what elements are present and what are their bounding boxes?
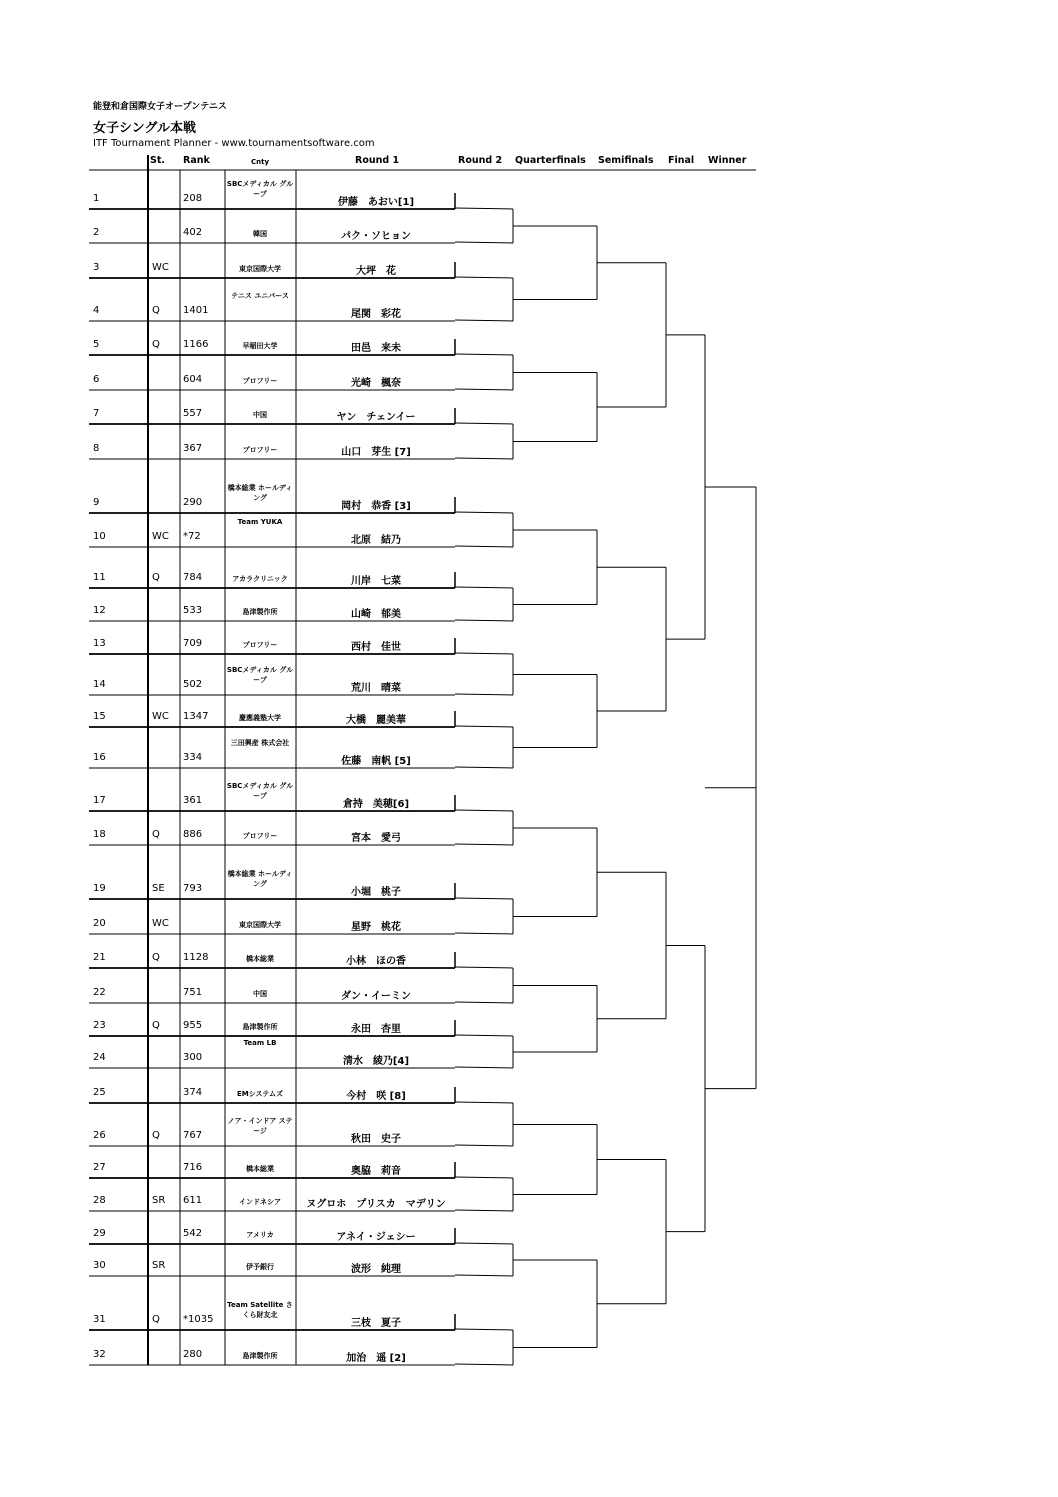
draw-position: 16: [93, 752, 106, 763]
player-country: アカラクリニック: [232, 575, 288, 583]
player-rank: 300: [183, 1052, 203, 1063]
col-header-semifinals: Semifinals: [598, 155, 654, 166]
player-country: Team YUKA: [237, 518, 283, 526]
draw-position: 23: [93, 1020, 106, 1031]
draw-position: 2: [93, 227, 100, 238]
event-title: 女子シングル本戦: [93, 121, 197, 136]
player-name: 倉持 美穂[6]: [342, 799, 410, 810]
draw-position: 28: [93, 1195, 106, 1206]
player-name: 奥脇 莉音: [351, 1166, 401, 1177]
player-rank: 542: [183, 1228, 203, 1239]
player-rank: 374: [183, 1087, 203, 1098]
draw-position: 12: [93, 605, 106, 616]
player-rank: 402: [183, 227, 203, 238]
entry-status: Q: [152, 305, 160, 316]
player-country: テニス ユニバース: [231, 292, 289, 300]
player-country: 中国: [253, 411, 267, 419]
player-country: 韓国: [253, 230, 267, 238]
player-rank: 1166: [183, 339, 209, 350]
bracket-line: [455, 1102, 513, 1103]
player-rank: 1128: [183, 952, 209, 963]
player-country: 東京国際大学: [239, 265, 281, 273]
player-country: ノア・インドア ステージ: [227, 1117, 293, 1135]
draw-position: 22: [93, 987, 106, 998]
player-name: アネイ・ジェシー: [336, 1232, 416, 1243]
player-country: SBCメディカル グループ: [226, 782, 294, 800]
bracket-line: [455, 844, 513, 845]
player-name: 北原 結乃: [351, 535, 401, 546]
player-rank: 1347: [183, 711, 209, 722]
bracket-line: [455, 726, 513, 727]
draw-position: 8: [93, 443, 100, 454]
col-header-round1: Round 1: [355, 155, 400, 166]
bracket-line: [455, 242, 513, 243]
draw-position: 30: [93, 1260, 106, 1271]
draw-position: 13: [93, 638, 106, 649]
player-name: 尾関 彩花: [351, 309, 401, 320]
player-country: 伊予銀行: [246, 1263, 274, 1271]
player-rank: 208: [183, 193, 203, 204]
draw-position: 9: [93, 497, 100, 508]
draw-position: 18: [93, 829, 106, 840]
player-name: 小林 ほの香: [346, 956, 406, 967]
col-header-round2: Round 2: [458, 155, 503, 166]
player-country: プロフリー: [242, 832, 278, 840]
draw-position: 7: [93, 408, 100, 419]
player-name: 永田 杏里: [351, 1024, 401, 1035]
bracket-line: [455, 354, 513, 355]
player-country: 島津製作所: [242, 1023, 278, 1031]
bracket-line: [455, 458, 513, 459]
player-country: EMシステムズ: [236, 1090, 284, 1098]
draw-position: 3: [93, 262, 100, 273]
bracket-line: [455, 546, 513, 547]
player-name: ダン・イーミン: [340, 991, 412, 1002]
draw-position: 27: [93, 1162, 106, 1173]
entry-status: Q: [152, 829, 160, 840]
bracket-line: [455, 277, 513, 278]
bracket-line: [455, 1145, 513, 1146]
entry-status: Q: [152, 572, 160, 583]
player-name: 秋田 史子: [351, 1134, 401, 1145]
player-rank: 361: [183, 795, 203, 806]
player-country: 慶應義塾大学: [239, 714, 281, 722]
player-country: 橋本総業: [246, 1165, 274, 1173]
entry-status: Q: [152, 1020, 160, 1031]
player-name: 三枝 夏子: [351, 1318, 401, 1329]
draw-position: 17: [93, 795, 106, 806]
player-rank: 955: [183, 1020, 203, 1031]
player-name: 宮本 愛弓: [351, 833, 401, 844]
bracket-line: [455, 512, 513, 513]
player-country: プロフリー: [242, 377, 278, 385]
player-rank: 502: [183, 679, 203, 690]
player-name: 佐藤 南帆 [5]: [341, 756, 411, 767]
player-name: 荒川 晴菜: [351, 683, 401, 694]
player-name: 西村 佳世: [351, 642, 401, 653]
player-country: 早稲田大学: [242, 342, 278, 350]
bracket-line: [455, 1210, 513, 1211]
software-credit: ITF Tournament Planner - www.tournamentsoftware.com: [93, 138, 375, 149]
entry-status: Q: [152, 952, 160, 963]
bracket-line: [455, 1035, 513, 1036]
player-country: インドネシア: [239, 1198, 281, 1206]
player-rank: 716: [183, 1162, 203, 1173]
player-name: 岡村 恭香 [3]: [341, 501, 411, 512]
player-rank: 767: [183, 1130, 203, 1141]
player-country: 東京国際大学: [239, 921, 281, 929]
entry-status: Q: [152, 1314, 160, 1325]
draw-position: 11: [93, 572, 106, 583]
entry-status: SR: [152, 1195, 166, 1206]
player-country: プロフリー: [242, 446, 278, 454]
draw-position: 25: [93, 1087, 106, 1098]
player-country: 橋本総業 ホールディング: [227, 870, 293, 888]
entry-status: SE: [152, 883, 165, 894]
draw-position: 1: [93, 193, 100, 204]
bracket-line: [455, 1275, 513, 1276]
player-country: プロフリー: [242, 641, 278, 649]
bracket-line: [455, 1329, 513, 1330]
draw-position: 10: [93, 531, 106, 542]
player-name: ヤン チェンイー: [336, 412, 416, 423]
bracket-line: [455, 1364, 513, 1365]
player-country: 橋本総業 ホールディング: [227, 484, 293, 502]
bracket-line: [455, 1177, 513, 1178]
tournament-title: 能登和倉国際女子オープンテニス: [93, 102, 227, 112]
draw-position: 20: [93, 918, 106, 929]
player-name: 川岸 七菜: [351, 576, 401, 587]
col-header-rank: Rank: [183, 155, 210, 166]
player-country: 橋本総業: [246, 955, 274, 963]
bracket-line: [455, 389, 513, 390]
bracket-line: [455, 1243, 513, 1244]
player-name: 小堀 桃子: [351, 887, 401, 898]
draw-position: 32: [93, 1349, 106, 1360]
draw-position: 5: [93, 339, 100, 350]
player-name: 加治 遥 [2]: [346, 1353, 406, 1364]
bracket-line: [455, 967, 513, 968]
col-header-quarterfinals: Quarterfinals: [515, 155, 586, 166]
draw-position: 19: [93, 883, 106, 894]
player-country: アメリカ: [246, 1231, 274, 1239]
player-rank: 290: [183, 497, 203, 508]
bracket-line: [455, 653, 513, 654]
entry-status: WC: [152, 262, 169, 273]
draw-position: 31: [93, 1314, 106, 1325]
player-rank: 367: [183, 443, 203, 454]
player-rank: 604: [183, 374, 203, 385]
player-country: 島津製作所: [242, 1352, 278, 1360]
entry-status: Q: [152, 1130, 160, 1141]
entry-status: SR: [152, 1260, 166, 1271]
bracket-line: [455, 898, 513, 899]
player-rank: 1401: [183, 305, 209, 316]
draw-position: 29: [93, 1228, 106, 1239]
col-header-status: St.: [150, 155, 165, 166]
draw-position: 24: [93, 1052, 106, 1063]
player-rank: 334: [183, 752, 203, 763]
draw-position: 26: [93, 1130, 106, 1141]
player-name: 大橋 麗美華: [346, 715, 406, 726]
player-country: Team Satellite さくら財友北: [227, 1301, 293, 1319]
draw-position: 15: [93, 711, 106, 722]
player-country: Team LB: [243, 1039, 277, 1047]
player-rank: 533: [183, 605, 203, 616]
bracket-line: [455, 810, 513, 811]
entry-status: Q: [152, 339, 160, 350]
bracket-line: [455, 694, 513, 695]
player-country: SBCメディカル グループ: [226, 180, 294, 198]
entry-status: WC: [152, 918, 169, 929]
player-rank: *72: [183, 531, 201, 542]
bracket-line: [455, 587, 513, 588]
player-rank: 557: [183, 408, 203, 419]
player-country: 島津製作所: [242, 608, 278, 616]
col-header-country: Cnty: [251, 158, 270, 166]
player-rank: *1035: [183, 1314, 214, 1325]
entry-status: WC: [152, 531, 169, 542]
player-name: 清水 綾乃[4]: [342, 1056, 410, 1067]
player-rank: 793: [183, 883, 203, 894]
player-rank: 886: [183, 829, 203, 840]
player-name: 田邑 来未: [351, 343, 401, 354]
player-name: 波形 純理: [351, 1264, 401, 1275]
player-name: 今村 咲 [8]: [346, 1091, 406, 1102]
bracket-line: [455, 208, 513, 209]
col-header-final: Final: [668, 155, 695, 166]
bracket-line: [455, 320, 513, 321]
draw-position: 14: [93, 679, 106, 690]
bracket-line: [455, 1002, 513, 1003]
player-country: 三田興産 株式会社: [230, 739, 290, 747]
player-rank: 709: [183, 638, 203, 649]
player-name: 大坪 花: [356, 266, 396, 277]
bracket-line: [455, 933, 513, 934]
player-name: ヌグロホ プリスカ マデリン: [306, 1199, 446, 1210]
player-name: パク・ソヒョン: [341, 231, 411, 242]
player-name: 伊藤 あおい[1]: [337, 197, 415, 208]
player-rank: 611: [183, 1195, 203, 1206]
bracket-line: [455, 1067, 513, 1068]
player-name: 星野 桃花: [351, 922, 401, 933]
bracket-line: [455, 423, 513, 424]
bracket-line: [455, 620, 513, 621]
draw-position: 4: [93, 305, 100, 316]
col-header-winner: Winner: [708, 155, 747, 166]
player-country: 中国: [253, 990, 267, 998]
player-name: 山口 芽生 [7]: [341, 447, 411, 458]
player-rank: 280: [183, 1349, 203, 1360]
player-rank: 751: [183, 987, 203, 998]
player-country: SBCメディカル グループ: [226, 666, 294, 684]
bracket-line: [455, 767, 513, 768]
player-rank: 784: [183, 572, 203, 583]
player-name: 光崎 楓奈: [351, 378, 401, 389]
draw-position: 6: [93, 374, 100, 385]
entry-status: WC: [152, 711, 169, 722]
draw-position: 21: [93, 952, 106, 963]
player-name: 山崎 郁美: [351, 609, 401, 620]
